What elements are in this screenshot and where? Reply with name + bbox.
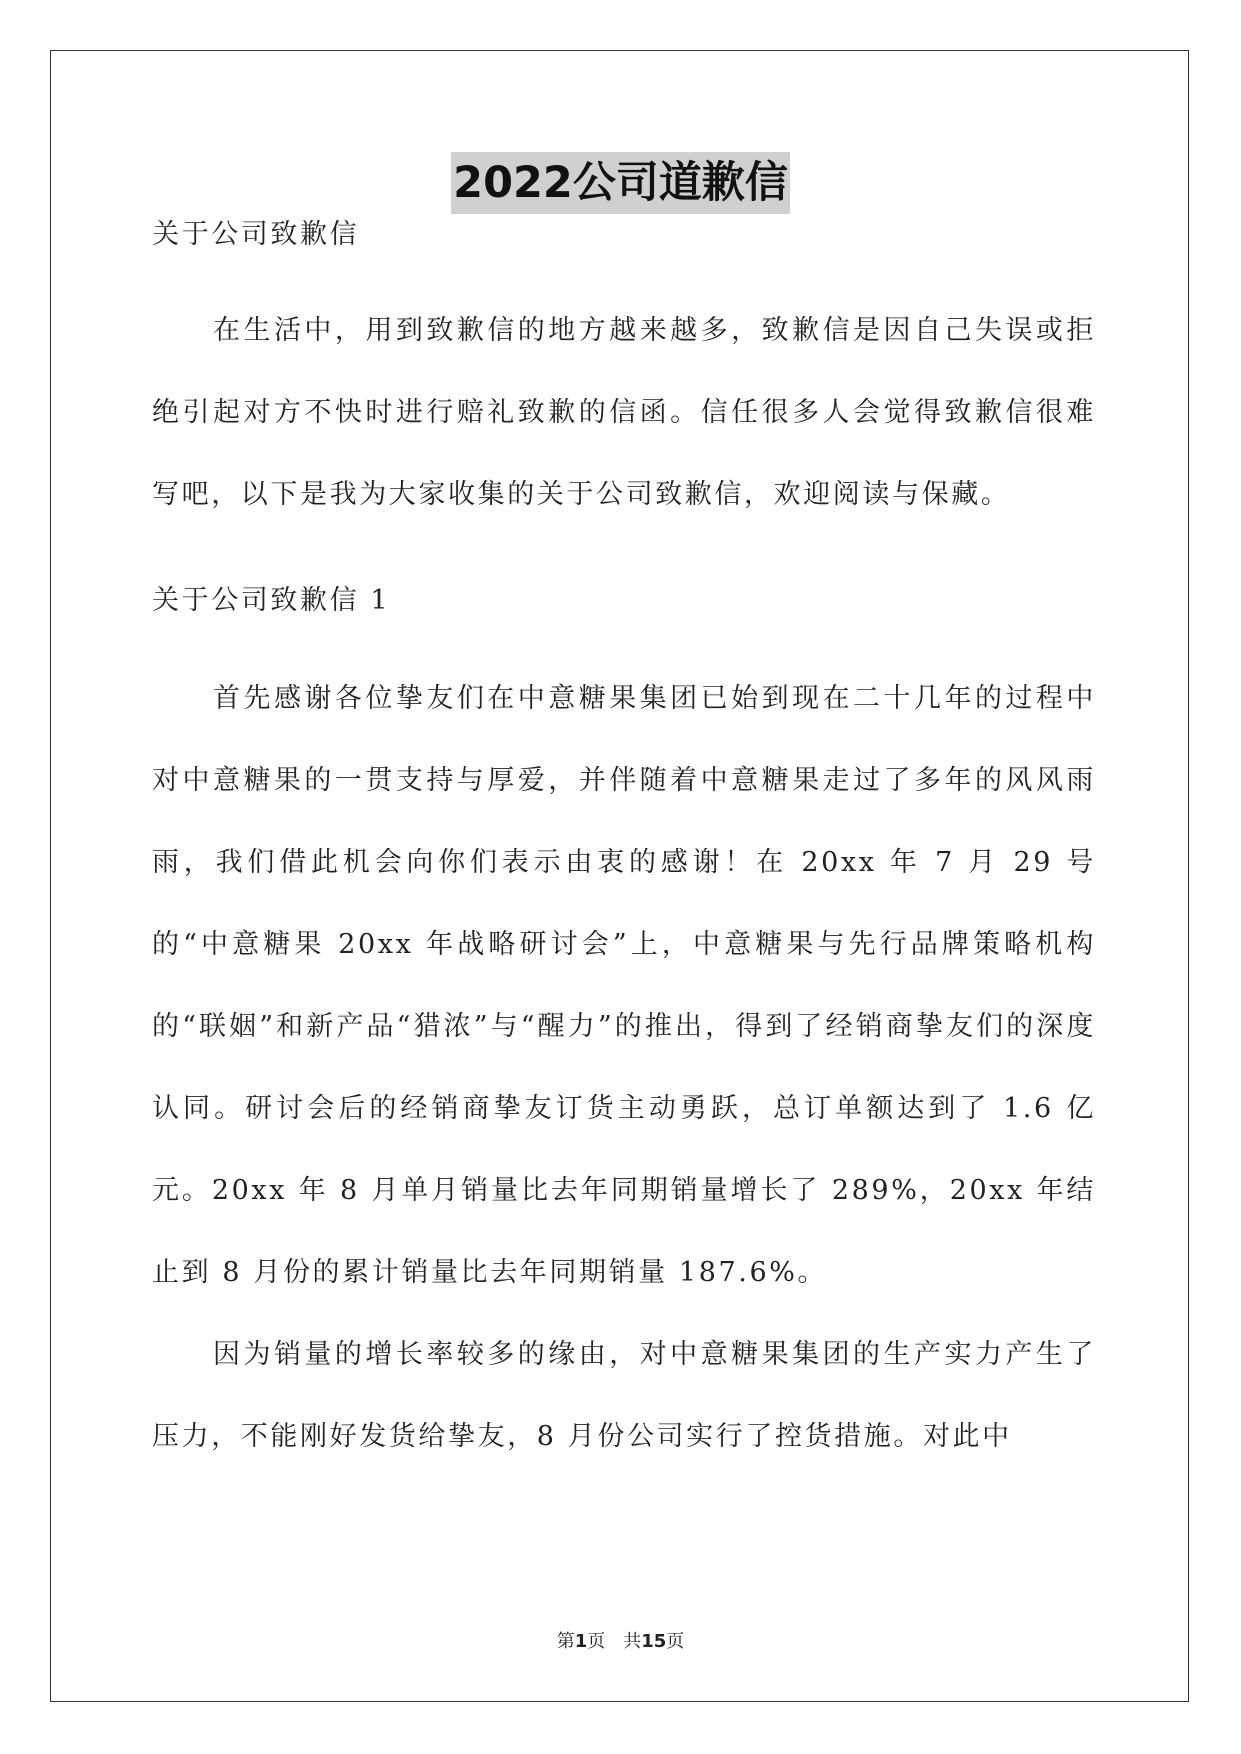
footer-prefix: 第 <box>556 1631 575 1652</box>
footer-page-current: 1 <box>574 1631 588 1652</box>
title-container <box>0 152 1241 214</box>
section-heading: 关于公司致歉信 1 <box>152 585 391 616</box>
section-body <box>152 658 1096 1478</box>
page-footer <box>0 1627 1241 1653</box>
paragraph-2: 因为销量的增长率较多的缘由，对中意糖果集团的生产实力产生了压力，不能刚好发货给挚友，8 月份公司实行了控货措施。对此中 <box>152 1339 1096 1452</box>
footer-page-total: 15 <box>641 1631 667 1652</box>
document-title: 2022公司道歉信 <box>451 152 790 214</box>
intro-paragraph-block <box>152 290 1096 536</box>
intro-paragraph: 在生活中，用到致歉信的地方越来越多，致歉信是因自己失误或拒绝引起对方不快时进行赔礼致歉的信函。信任很多人会觉得致歉信很难写吧，以下是我为大家收集的关于公司致歉信，欢迎阅读与保藏。 <box>152 315 1096 510</box>
paragraph-1: 首先感谢各位挚友们在中意糖果集团已始到现在二十几年的过程中对中意糖果的一贯支持与厚爱，并伴随着中意糖果走过了多年的风风雨雨，我们借此机会向你们表示由衷的感谢！在 20xx 年 7 月 29 号的“中意糖果 20xx 年战略研讨会”上，中意糖果与先行品牌策略机构的“联姻”和新产品“猎浓”与“醒力”的推出，得到了经销商挚友们的深度认同。研讨会后的经销商挚友订货主动勇跃，总订单额达到了 1.6 亿元。20xx 年 8 月单月销量比去年同期销量增长了 289%，20xx 年结止到 8 月份的累计销量比去年同期销量 187.6%。 <box>152 683 1096 1288</box>
footer-mid: 页 共 <box>587 1631 642 1652</box>
footer-suffix: 页 <box>666 1631 685 1652</box>
intro-heading: 关于公司致歉信 <box>152 219 360 250</box>
